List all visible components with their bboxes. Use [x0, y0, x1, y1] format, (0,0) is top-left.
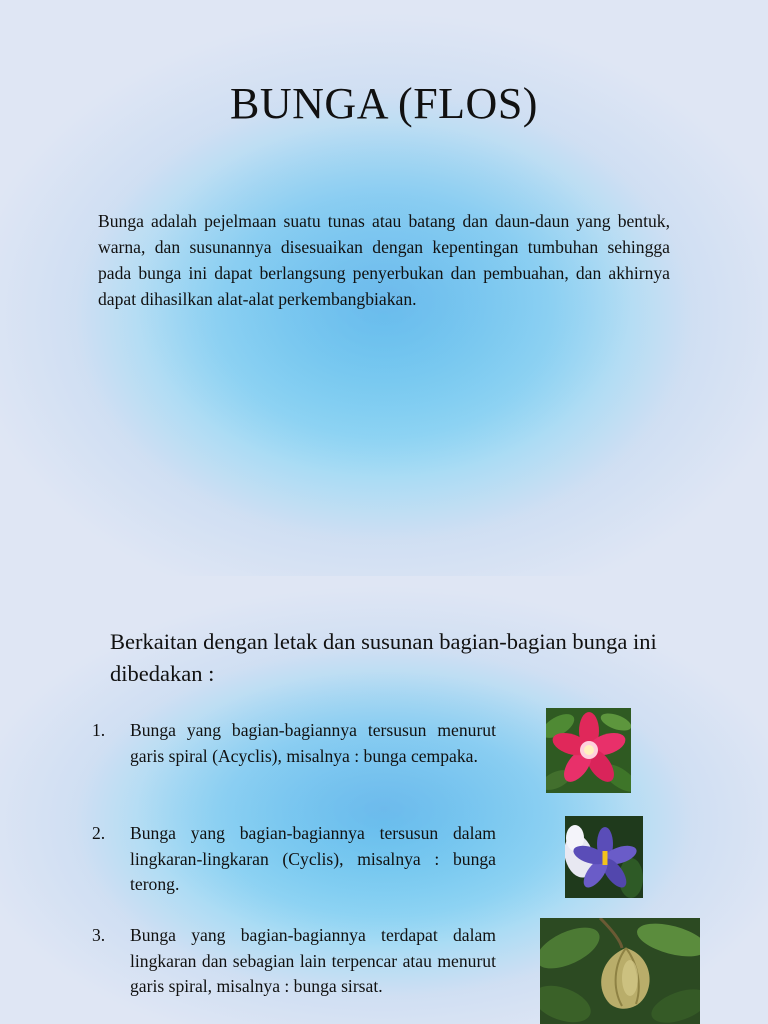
slide-title: BUNGA (FLOS): [230, 79, 538, 128]
soursop-flower-photo: [540, 918, 700, 1024]
list-item-number: 3.: [92, 925, 106, 945]
slide-2: [0, 576, 768, 1024]
section-heading: Berkaitan dengan letak dan susunan bagian-bagian bunga ini dibedakan :: [110, 629, 657, 686]
list-item: [92, 718, 496, 769]
list-item-number: 2.: [92, 823, 106, 843]
list-item-text: Bunga yang bagian-bagiannya tersusun menurut garis spiral (Acyclis), misalnya : bunga cempaka.: [130, 720, 496, 766]
list-item-text: Bunga yang bagian-bagiannya tersusun dalam lingkaran-lingkaran (Cyclis), misalnya : bunga terong.: [130, 823, 496, 894]
list-item: [92, 821, 496, 898]
list-item-text: Bunga yang bagian-bagiannya terdapat dalam lingkaran dan sebagian lain terpencar atau menurut garis spiral, misalnya : bunga sirsat.: [130, 925, 496, 996]
purple-flower-photo: [565, 816, 643, 898]
intro-paragraph: Bunga adalah pejelmaan suatu tunas atau batang dan daun-daun yang bentuk, warna, dan susunannya disesuaikan dengan kepentingan tumbuhan sehingga pada bunga ini dapat berlangsung penyerbukan dan pembuahan, dan akhirnya dapat dihasilkan alat-alat perkembangbiakan.: [98, 211, 670, 309]
pink-flower-photo: [546, 708, 631, 793]
list-item-number: 1.: [92, 720, 106, 740]
list-item: [92, 923, 496, 1000]
